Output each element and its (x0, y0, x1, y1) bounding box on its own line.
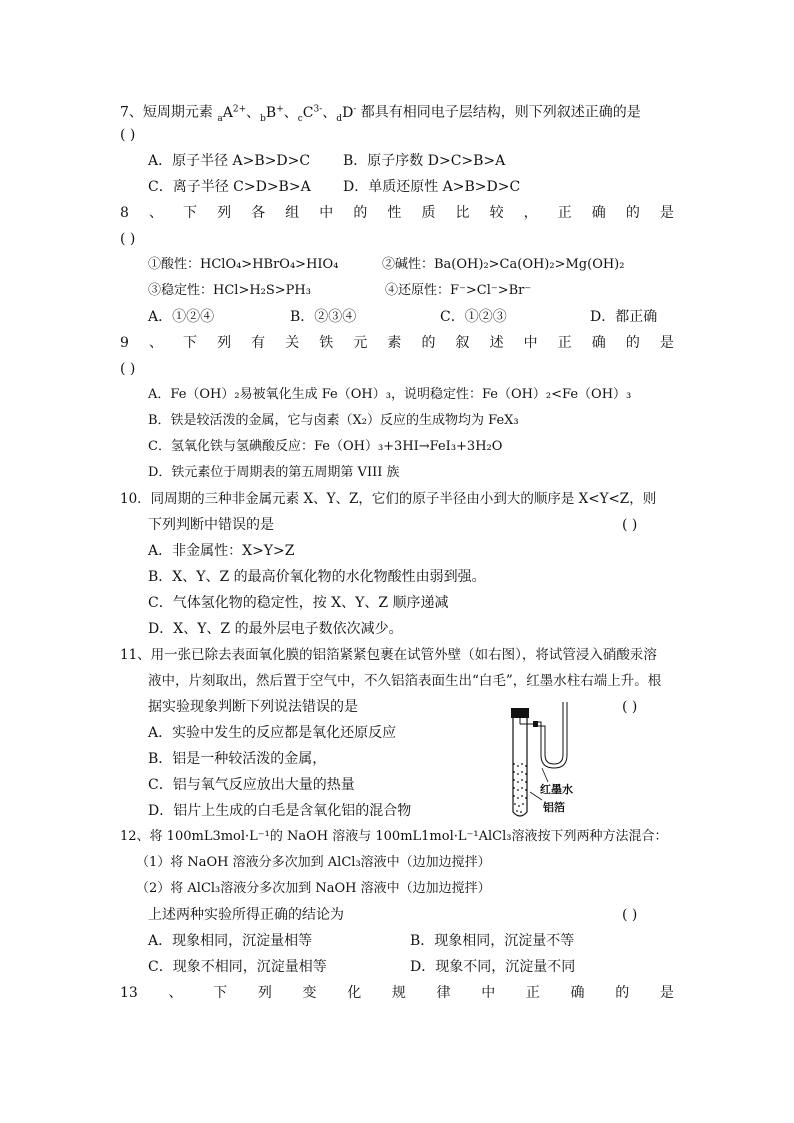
q12-option-d: D．现象不同，沉淀量不同 (410, 959, 576, 975)
q7-ions (217, 104, 357, 124)
q8-option-c: C．①②③ (440, 309, 507, 325)
q7-ion-b: $_b$B+、 (260, 104, 298, 124)
q7-option-d: D．单质还原性 A>B>D>C (343, 179, 521, 195)
q12-option-a: A．现象相同，沉淀量相等 (148, 933, 313, 949)
q12-paren: ( ) (622, 907, 638, 923)
q12-method-2: （2）将 AlCl₃溶液分多次加到 NaOH 溶液中（边加边搅拌） (136, 881, 491, 896)
q10-stem-line2: 下列判断中错误的是 (148, 517, 274, 533)
q9-option-a: A．Fe（OH）₂易被氧化生成 Fe（OH）₃，说明稳定性：Fe（OH）₂<Fe（OH）₃ (148, 387, 632, 402)
q8-item-4: ④还原性：F⁻>Cl⁻>Br⁻ (385, 283, 532, 298)
q11-option-d: D．铝片上生成的白毛是含氧化铝的混合物 (148, 803, 412, 819)
q8-item-2: ②碱性：Ba(OH)₂>Ca(OH)₂>Mg(OH)₂ (382, 257, 625, 272)
q12-method-1: （1）将 NaOH 溶液分多次加到 AlCl₃溶液中（边加边搅拌） (136, 855, 491, 870)
q10-option-a: A．非金属性：X>Y>Z (148, 543, 295, 559)
ink-pointer (542, 768, 548, 782)
q8-option-d: D．都正确 (590, 309, 658, 325)
q7-stem: 7、短周期元素 $_aA^{2+}$、$_b$B+、$_cC^{3-}$、$_d$D- 都具有相同电子层结构，则下列叙述正确的是 (120, 104, 641, 124)
q11-paren: ( ) (622, 699, 638, 715)
q7-ion-a: $_aA^{2+}$、 (217, 104, 261, 124)
q7-paren: ( ) (120, 127, 136, 143)
q11-stem-line2: 液中，片刻取出，然后置于空气中，不久铝箔表面生出“白毛”，红墨水柱右端上升。根 (148, 673, 662, 689)
q12-stem-line2: 上述两种实验所得正确的结论为 (148, 907, 344, 923)
q12-option-b: B．现象相同，沉淀量不等 (410, 933, 575, 949)
q10-option-d: D．X、Y、Z 的最外层电子数依次减少。 (148, 621, 403, 637)
q12-option-c: C．现象不相同，沉淀量相等 (148, 959, 327, 975)
q8-option-b: B．②③④ (290, 309, 357, 325)
q10-option-b: B．X、Y、Z 的最高价氧化物的水化物酸性由弱到强。 (148, 569, 486, 585)
red-ink-label: 红墨水 (540, 783, 573, 796)
q9-option-c: C．氢氧化铁与氢碘酸反应：Fe（OH）₃+3HI→FeI₃+3H₂O (148, 439, 503, 454)
q8-item-3: ③稳定性：HCl>H₂S>PH₃ (148, 283, 311, 298)
aluminum-foil-label: 铝箔 (543, 801, 565, 814)
q9-option-b: B．铁是较活泼的金属，它与卤素（X₂）反应的生成物均为 FeX₃ (148, 413, 519, 428)
q7-option-c: C．离子半径 C>D>B>A (148, 179, 311, 195)
q7-ion-d: $_d$D- (336, 104, 357, 124)
q8-paren: ( ) (120, 231, 136, 247)
q10-paren: ( ) (622, 517, 638, 533)
test-tube (513, 718, 527, 816)
q11-option-b: B．铝是一种较活泼的金属， (148, 751, 327, 767)
q13-stem: 13 、 下 列 变 化 规 律 中 正 确 的 是 (120, 985, 674, 1001)
q10-stem-line1: 10．同周期的三种非金属元素 X、Y、Z，它们的原子半径由小到大的顺序是 X<Y<Z，则 (120, 491, 657, 507)
q8-stem: 8 、 下 列 各 组 中 的 性 质 比 较 ， 正 确 的 是 (120, 205, 674, 221)
q11-option-a: A．实验中发生的反应都是氧化还原反应 (148, 725, 397, 741)
aluminum-foil-dots (513, 763, 527, 813)
q8-item-1: ①酸性：HClO₄>HBrO₄>HIO₄ (148, 257, 339, 272)
q10-option-c: C．气体氢化物的稳定性，按 X、Y、Z 顺序递减 (148, 595, 449, 611)
q7-option-a: A．原子半径 A>B>D>C (148, 153, 311, 169)
q8-option-a: A．①②④ (148, 309, 215, 325)
q7-option-b: B．原子序数 D>C>B>A (343, 153, 506, 169)
q7-ion-c: $_cC^{3-}$、 (297, 104, 337, 124)
q12-stem-line1: 12、将 100mL3mol·L⁻¹的 NaOH 溶液与 100mL1mol·L⁻¹AlCl₃溶液按下列两种方法混合： (120, 829, 668, 844)
q11-stem-line3: 据实验现象判断下列说法错误的是 (148, 699, 358, 715)
q9-stem: 9 、 下 列 有 关 铁 元 素 的 叙 述 中 正 确 的 是 (120, 335, 674, 351)
q9-option-d: D．铁元素位于周期表的第五周期第 VIII 族 (148, 465, 400, 480)
clamp (533, 721, 538, 727)
u-tube-inner (538, 702, 563, 764)
q11-stem-line1: 11、用一张已除去表面氧化膜的铝箔紧紧包裹在试管外壁（如右图），将试管浸入硝酸汞溶 (120, 647, 657, 663)
q9-paren: ( ) (120, 361, 136, 377)
q11-option-c: C．铝与氧气反应放出大量的热量 (148, 777, 355, 793)
